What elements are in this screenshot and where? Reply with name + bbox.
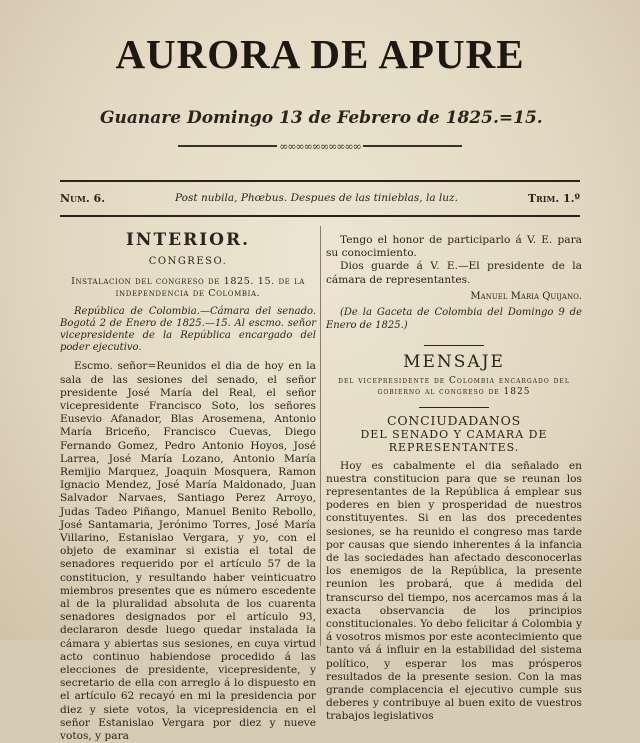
- intro-text: República de Colombia.—Cámara del senado. Bogotá 2 de Enero de 1825.—15. Al escmo. señor vicepresidente de la República encargado del poder ejecutivo.: [60, 306, 316, 354]
- senado-camara-heading: DEL SENADO Y CAMARA DE REPRESENTANTES.: [360, 427, 548, 454]
- issue-bar: [60, 185, 580, 211]
- mensaje-subtitle: del vicepresidente de Colombia encargado del gobierno al congreso de 1825: [338, 375, 570, 398]
- signature: Manuel Maria Quijano.: [470, 290, 582, 302]
- ornament-line-left: [178, 145, 277, 147]
- left-body: Escmo. señor=Reunidos el dia de hoy en la sala de las sesiones del senado, el señor presidente José María del Real, el señor vicepresidente Francisco Soto, los señores Eusevio Afanador, Blas Arosemena, Antonio María Briceño, Francisco Cuevas, Diego Fernando Gomez, Pedro Antonio Hoyos, José Larrea, José María Lozano, Antonio María Remijio Marquez, Joaquin Mosquera, Ramon Ignacio Mendez, José María Maldonado, Juan Salvador Narvaes, Santiago Perez Arroyo, Judas Tadeo Piñango, Manuel Benito Rebollo, José Santamaria, Jerónimo Torres, José María Villarino, Estanislao Vergara, y yo, con el objeto de examinar si existia el total de senadores requerido por el artículo 57 de la constitucion, y resultando haber veinticuatro miembros presentes que es número escedente al de la pluralidad absoluta de los cuarenta senadores designados por el artículo 93, declararon desde luego quedar instalada la cámara y abiertas sus sesiones, en cuya virtud acto continuo habiendose procedido á las elecciones de presidente, vicepresidente, y secretario de ella con arreglo á lo dispuesto en el artículo 62 recayó en mi la presidencia por diez y siete votos, la vicepresidencia en el señor Estanislao Vergara por diez y nueve votos, y para: [60, 360, 316, 743]
- trimester: Trim. 1.º: [527, 191, 580, 205]
- top-rule: [60, 180, 580, 182]
- right-column: [326, 226, 582, 723]
- left-column: [60, 226, 316, 743]
- motto: Post nubila, Phœbus. Despues de las tinieblas, la luz.: [175, 192, 458, 204]
- closing-text: Dios guarde á V. E.—El presidente de la cámara de representantes.: [326, 260, 582, 286]
- right-body: Hoy es cabalmente el dia señalado en nuestra constitucion para que se reunan los representantes de la República á emplear sus poderes en bien y prosperidad de nuestros constituyentes. Si en las dos precedentes sesiones, se ha reunido el congreso mas tarde por causas que siendo inherentes á la infancia de las sociedades han afectado desconocerlas los enemigos de la República, la presente reunion les probará, que á medida del transcurso del tiempo, nos acercamos mas á la exacta observancia de los principios constitucionales. Yo debo felicitar á Colombia y á vosotros mismos por este acontecimiento que tanto vá á influir en la estabilidad del sistema político, y esperar los mas prósperos resultados de la presente sesion. Con la mas grande complacencia el ejecutivo cumple sus deberes y contribuye al buen exito de vuestros trabajos legislativos: [326, 459, 582, 723]
- separator: [419, 407, 489, 408]
- subsection-heading: CONGRESO.: [148, 256, 228, 268]
- right-top-text: Tengo el honor de participarlo á V. E. para su conocimiento.: [326, 234, 582, 260]
- bottom-rule: [60, 215, 580, 217]
- section-heading: INTERIOR.: [125, 230, 251, 250]
- issue-number: Num. 6.: [60, 191, 106, 205]
- chain-ornament-icon: ∞∞∞∞∞∞∞∞∞∞: [279, 139, 361, 153]
- ornament-divider: [178, 140, 462, 152]
- conciudadanos-heading: CONCIUDADANOS: [386, 412, 522, 428]
- source-note: (De la Gaceta de Colombia del Domingo 9 de Enero de 1825.): [326, 307, 582, 332]
- masthead-title: AURORA DE APURE: [115, 31, 525, 77]
- column-divider: [320, 226, 321, 646]
- ornament-line-right: [363, 145, 462, 147]
- dateline: Guanare Domingo 13 de Febrero de 1825.=15.: [100, 108, 543, 128]
- install-heading: Instalacion del congreso de 1825. 15. de la independencia de Colombia.: [71, 276, 305, 300]
- mini-rule: [424, 342, 484, 348]
- mensaje-title: MENSAJE: [403, 352, 505, 373]
